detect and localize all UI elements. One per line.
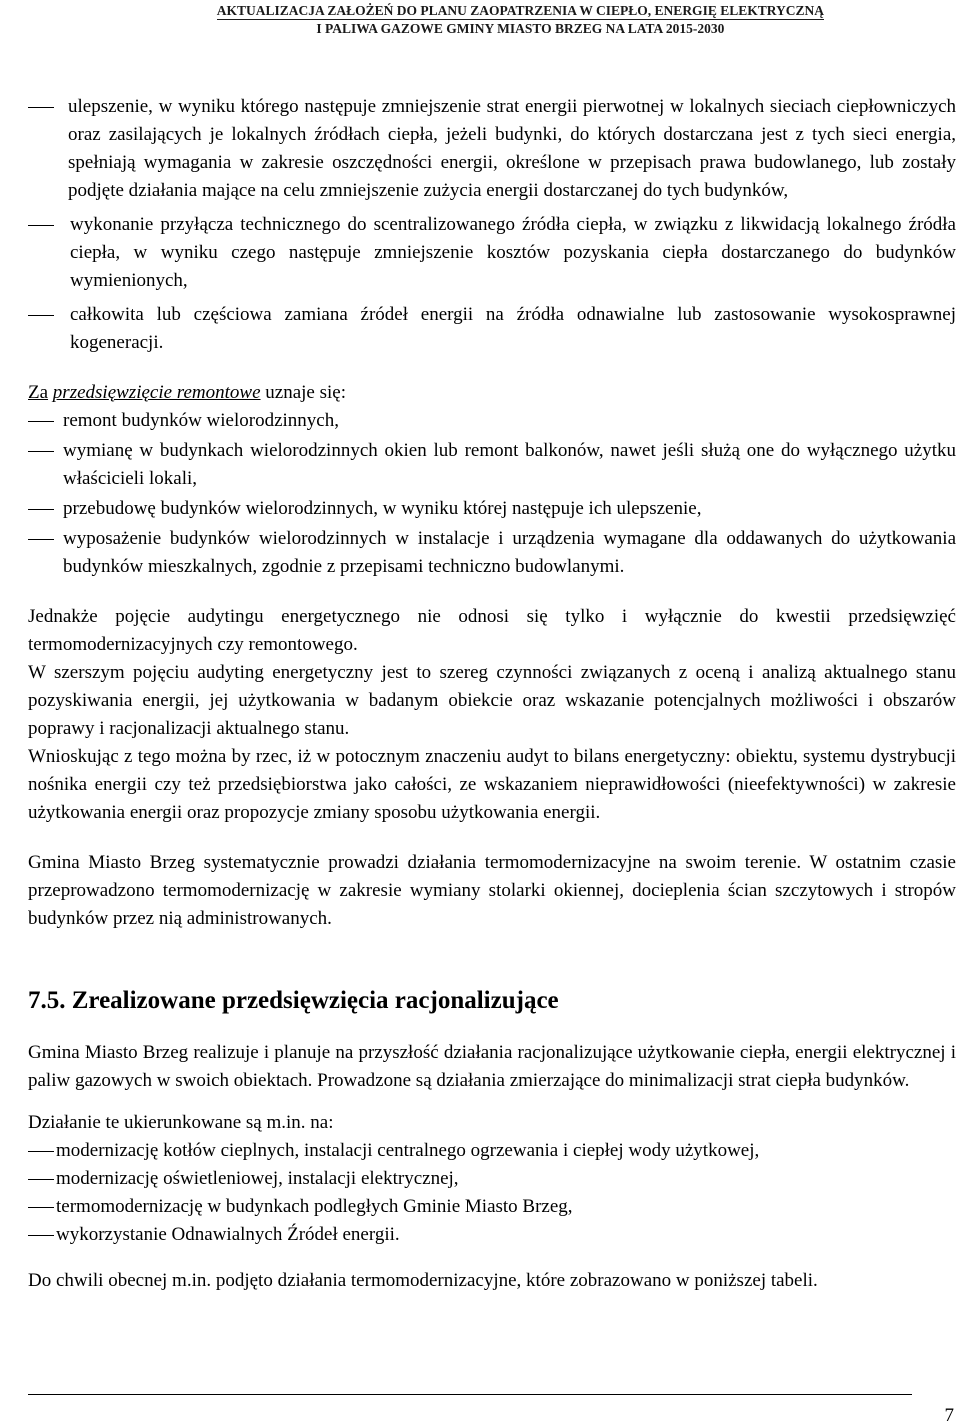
list-item: wykonanie przyłącza technicznego do scentralizowanego źródła ciepła, w związku z likwidacją lokalnego źródła ciepła, w wyniku czego następuje zmniejszenie kosztów pozyskania ciepła dostarczanego do budynków wymienionych, [28,211,956,295]
running-header [217,2,824,37]
list-improvements [28,93,956,357]
list-actions [28,1137,956,1249]
paragraph-wnioskujac: Wnioskując z tego można by rzec, iż w potocznym znaczeniu audyt to bilans energetyczny: obiektu, systemu dystrybucji nośnika energii czy też przedsiębiorstwa jako całości, ze wskazaniem nieprawidłowości (nieefektywności) w zakresie użytkowania energii oraz propozycje zmiany sposobu użytkowania energii. [28,746,956,823]
list-item: wymianę w budynkach wielorodzinnych okien lub remont balkonów, nawet jeśli służą one do wyłącznego użytku właścicieli lokali, [28,437,956,493]
dash-bullet-icon [28,1165,54,1193]
list-item: wykorzystanie Odnawialnych Źródeł energii. [28,1221,956,1249]
dash-bullet-icon [28,525,54,553]
section-list-lead: Działanie te ukierunkowane są m.in. na: [28,1112,334,1133]
paragraph-audyting-szerszy: W szerszym pojęciu audyting energetyczny jest to szereg czynności związanych z oceną i analizą aktualnego stanu pozyskiwania energii, jej użytkowania w badanym obiekcie oraz wskazanie potencjalnych możliwości i obszarów poprawy i racjonalizacji aktualnego stanu. [28,662,956,739]
header-line-1: AKTUALIZACJA ZAŁOŻEŃ DO PLANU ZAOPATRZENIA W CIEPŁO, ENERGIĘ ELEKTRYCZNĄ [216,3,824,18]
section-intro: Gmina Miasto Brzeg realizuje i planuje na przyszłość działania racjonalizujące użytkowanie ciepła, energii elektrycznej i paliw gazowych w swoich obiektach. Prowadzone są działania zmierzające do minimalizacji strat ciepła budynków. [28,1042,956,1091]
list-item: całkowita lub częściowa zamiana źródeł energii na źródła odnawialne lub zastosowanie wysokosprawnej kogeneracji. [28,301,956,357]
list-item: wyposażenie budynków wielorodzinnych w instalacje i urządzenia wymagane dla oddawanych do użytkowania budynków mieszkalnych, zgodnie z przepisami techniczno budowlanymi. [28,525,956,581]
dash-bullet-icon [28,93,54,121]
dash-bullet-icon [28,1193,54,1221]
section-heading: 7.5. Zrealizowane przedsięwzięcia racjonalizujące [28,987,559,1014]
dash-bullet-icon [28,1221,54,1249]
dash-bullet-icon [28,407,54,435]
page-number: 7 [944,1405,954,1426]
header-line-2: I PALIWA GAZOWE GMINY MIASTO BRZEG NA LATA 2015-2030 [316,21,725,36]
list-item: modernizację kotłów cieplnych, instalacji centralnego ogrzewania i ciepłej wody użytkowej, [28,1137,956,1165]
section-closing: Do chwili obecnej m.in. podjęto działania termomodernizacyjne, które zobrazowano w poniższej tabeli. [28,1270,818,1291]
list-item: remont budynków wielorodzinnych, [28,407,956,435]
dash-bullet-icon [28,437,54,465]
paragraph-audyting: Jednakże pojęcie audytingu energetycznego nie odnosi się tylko i wyłącznie do kwestii przedsięwzięć termomodernizacyjnych czy remontowego. [28,606,956,655]
dash-bullet-icon [28,211,54,239]
list-remont [28,407,956,581]
remont-lead: Za przedsięwzięcie remontowe uznaje się: [28,382,346,403]
list-item: ulepszenie, w wyniku którego następuje zmniejszenie strat energii pierwotnej w lokalnych sieciach ciepłowniczych oraz zasilających je lokalnych źródłach ciepła, jeżeli budynki, do których dostarczana jest z tych sieci energia, spełniają wymagania w zakresie oszczędności energii, określone w przepisach prawa budowlanego, lub zostały podjęte działania mające na celu zmniejszenie zużycia energii dostarczanej do tych budynków, [28,93,956,205]
paragraph-gmina: Gmina Miasto Brzeg systematycznie prowadzi działania termomodernizacyjne na swoim terenie. W ostatnim czasie przeprowadzono termomodernizację w zakresie wymiany stolarki okiennej, docieplenia ścian szczytowych i stropów budynków przez nią administrowanych. [28,852,956,929]
list-item: modernizację oświetleniowej, instalacji elektrycznej, [28,1165,956,1193]
term-przedsiewziecie-remontowe: przedsięwzięcie remontowe [52,382,261,403]
document-body [28,93,956,1295]
dash-bullet-icon [28,1137,54,1165]
dash-bullet-icon [28,495,54,523]
list-item: termomodernizację w budynkach podległych Gminie Miasto Brzeg, [28,1193,956,1221]
footer-rule [28,1394,912,1395]
list-item: przebudowę budynków wielorodzinnych, w wyniku której następuje ich ulepszenie, [28,495,956,523]
dash-bullet-icon [28,301,54,329]
